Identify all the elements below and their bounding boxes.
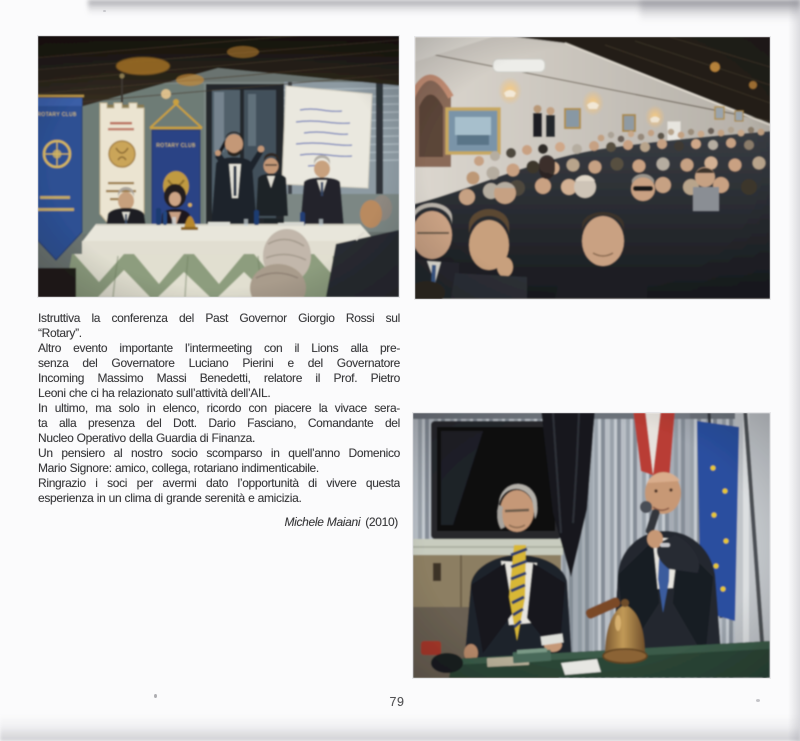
conference-scene	[38, 36, 399, 297]
article-line: Istruttiva la conferenza del Past Governor Giorgio Rossi sul	[38, 311, 400, 325]
page-number: 79	[389, 695, 405, 709]
article-line: Leoni che ci ha relazionato sull’attività dell’AIL.	[38, 386, 271, 400]
scan-shadow-bottom	[0, 715, 800, 741]
article-line: Altro evento importante l’intermeeting con il Lions alla pre-	[38, 341, 400, 355]
article-line: “Rotary”.	[38, 326, 82, 340]
article-line: senza del Governatore Luciano Pierini e del Governatore	[38, 356, 400, 370]
article-signature	[38, 515, 400, 530]
signature-name: Michele Maiani	[284, 515, 361, 529]
article-line: Un pensiero al nostro socio scomparso in quell’anno Domenico	[38, 446, 400, 460]
article-line: In ultimo, ma solo in elenco, ricordo con piacere la vivace sera-	[38, 401, 400, 415]
speakers-scene	[413, 413, 770, 678]
photo-speakers	[413, 413, 770, 678]
article-line: Ringrazio i soci per avermi dato l’opportunità di vivere questa	[38, 476, 400, 490]
scan-shadow-top-right	[640, 0, 800, 22]
article-line: Mario Signore: amico, collega, rotariano indimenticabile.	[38, 461, 319, 475]
scan-speck	[103, 10, 106, 12]
photo-conference	[38, 36, 399, 297]
article-line: Incoming Massimo Massi Benedetti, relatore il Prof. Pietro	[38, 371, 400, 385]
scan-shadow-right	[788, 0, 800, 741]
article-line: Nucleo Operativo della Guardia di Finanza.	[38, 431, 256, 445]
article-text	[38, 311, 400, 530]
audience-scene	[415, 37, 770, 299]
article-line: ta alla presenza del Dott. Dario Fasciano, Comandante del	[38, 416, 400, 430]
photo-audience	[415, 37, 770, 299]
article-line: esperienza in un clima di grande serenità e amicizia.	[38, 491, 302, 505]
signature-year: (2010)	[365, 515, 398, 529]
